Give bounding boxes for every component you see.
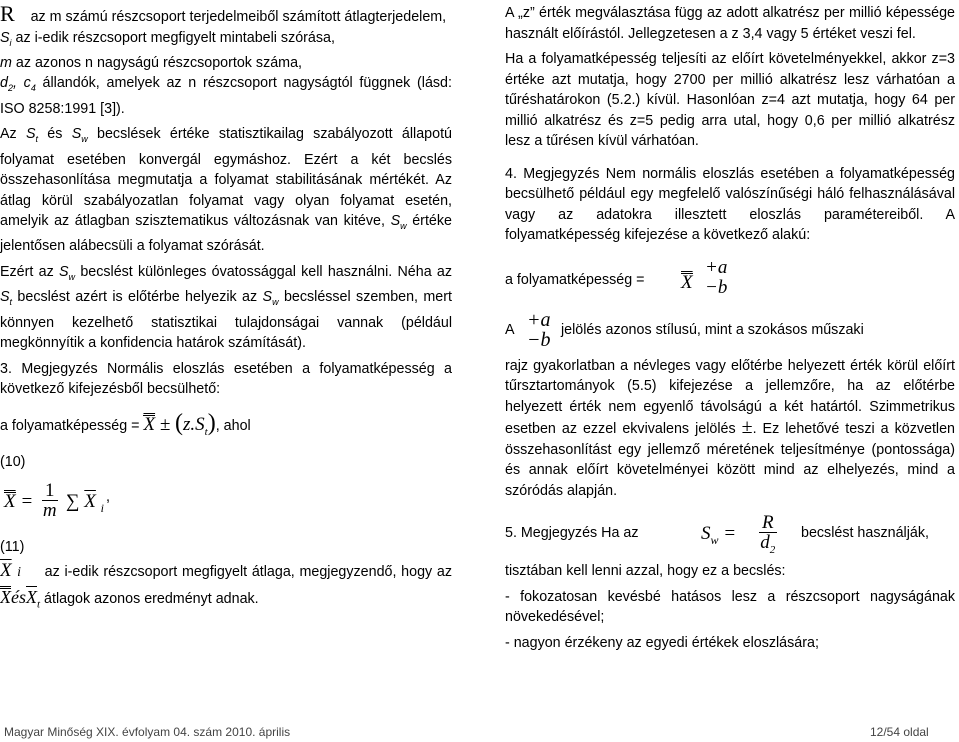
d-symbols: $d_2$, $c_4$	[0, 75, 36, 94]
eq-11: (11)	[0, 538, 25, 555]
formula-1	[0, 408, 452, 447]
sw-symbol-4: $S_w$	[262, 289, 279, 308]
a-notation-line	[505, 310, 955, 352]
sw-symbol-3: $S_w$	[59, 263, 76, 282]
plus-minus-symbol: ±	[741, 416, 753, 438]
formula-1-ahol: , ahol	[215, 417, 251, 434]
a-desc: rajz gyakorlatban a névleges vagy előtérbe helyezett érték körül előírt tűrsztartományok (5.5) kifejezése a jellemzőre, ha az előtérbe helyezett érték nem egyenlő távolságú a két határtól. Szimmetrikus esetben az ezzel ekvivalens jelölés ±. Ez lehetővé teszi a közvetlen összehasonlítást egy jellemző méretének teljesítménye (pontossága) és annak előírt követelményei között mind az elhelyezés, mind a szóródás alapján.	[505, 357, 955, 499]
z-paragraph-2: Ha a folyamatképesség teljesíti az előírt követelményekkel, akkor z=3 értéke azt mutatja, hogy 2700 per millió alkatrész lesz várhatóan a tűréshatárokon (5.2.) kívül. Hasonlóan z=4 azt mutatja, hogy 64 per millió alkatrész és z=5 pedig arra utal, hogy 0,6 per millió alkatrész lesz a tűrésen kívül várhatóan.	[505, 51, 955, 149]
d-definition	[0, 73, 452, 119]
formula-1-label: a folyamatképesség =	[0, 417, 140, 434]
para2b: becslést különleges óvatossággal kell használni. Néha az	[80, 263, 452, 280]
st-symbol: $S_t$	[25, 126, 39, 145]
footer-right: 12/54 oldal	[870, 725, 929, 739]
x-es-x: $\overline{X}és\overline{X}_t$	[0, 587, 41, 612]
eq-10: (10)	[0, 454, 26, 471]
left-column	[0, 0, 452, 617]
x-double-bar: $\overline{X}$ =	[4, 490, 34, 512]
para2c: becslést azért is előtérbe helyezik az	[17, 289, 258, 306]
r-over-d2: $\frac{R}{d_2}$	[760, 512, 776, 556]
sw-symbol-2: $S_w$	[390, 213, 407, 231]
bullet-2: - nagyon érzékeny az egyedi értékek eloszlására;	[505, 634, 819, 651]
s-desc: az i-edik részcsoport megfigyelt mintabeli szórása,	[15, 29, 335, 46]
note-5-line	[505, 511, 955, 555]
paragraph-estimates: Az $S_t$ és $S_w$ becslések értéke statisztikailag szabályozott állapotú folyamat esetében konvergál egymáshoz. Ezért a két becslés összehasonlítása megmutatja a folyamat stabilitásának mértékét. Az átlag körül szabályozatlan folyamat vagy olyan folyamat esetén, amelyik az átlagban szisztematikus változásnak van kitéve, $S_w$ értéke jelentősen alábecsüli a folyamat szórását.	[0, 126, 452, 255]
right-column	[505, 0, 955, 653]
a-prefix: A	[505, 321, 515, 338]
para1-text: becslések értéke statisztikailag szabályozott állapotú folyamat esetében konvergál egymáshoz. Ezért a két becslés összehasonlítása megmutatja a folyamat stabilitásának mértékét. Az átlag körül szabályozatlan folyamat vagy olyan folyamat esetén, amelyik az átlagban szisztematikus változásnak van kitéve,	[0, 126, 452, 230]
sw-symbol: $S_w$	[71, 126, 88, 145]
formula-2-x: $\overline{X}$	[681, 271, 693, 293]
fraction-1-over-m: $\frac{1}{m}$	[42, 479, 57, 521]
d-desc: állandók, amelyek az n részcsoport nagyságtól függnek (lásd: ISO 8258:1991 [3]).	[0, 75, 452, 117]
paragraph-caution	[0, 262, 452, 354]
xi-desc: az i-edik részcsoport megfigyelt átlaga, megjegyzendő, hogy az	[44, 564, 452, 581]
note-5a: 5. Megjegyzés Ha az	[505, 525, 639, 541]
m-definition	[0, 53, 452, 74]
comma: ,	[106, 488, 110, 505]
a-desc-start: jelölés azonos stílusú, mint a szokásos műszaki	[561, 321, 864, 338]
si-symbol: $S_i$	[0, 29, 12, 48]
formula-2-label: a folyamatképesség =	[505, 271, 645, 288]
formula-2	[505, 258, 955, 306]
bullet-1: - fokozatosan kevésbé hatásos lesz a részcsoport nagyságának növekedésével;	[505, 588, 955, 625]
formula-2-ab: +a −b	[705, 256, 728, 298]
para2a: Ezért az	[0, 263, 54, 280]
footer-left: Magyar Minőség XIX. évfolyam 04. szám 2010. április	[4, 725, 291, 739]
para2d: becsléssel szemben, mert könnyen kezelhető statisztikai tulajdonságai vannak (például megkönnyítik a konfidencia határok számítását).	[0, 289, 452, 352]
r-symbol: R	[0, 1, 15, 26]
xi-definition	[0, 559, 452, 617]
r-definition	[0, 1, 452, 28]
xi-desc-2: átlagok azonos eredményt adnak.	[44, 591, 259, 608]
note-5b-start: becslést használják,	[801, 525, 929, 541]
note-3: 3. Megjegyzés Normális eloszlás esetében a folyamatképesség a következő kifejezésből becsülhető:	[0, 360, 452, 398]
note-4: 4. Megjegyzés Nem normális eloszlás esetében a folyamatképesség becsülhető például egy megfelelő valószínűségi háló felhasználásával vagy az adatokra illesztett eloszlás paramétereiből. A folyamatképesség kifejezése a következő alakú:	[505, 165, 955, 243]
a-desc-2: . Ez lehetővé teszi a közvetlen összehasonlítást egy jellemző méretének teljesítménye (pontossága) és annak előírt követelményei között mind az elhelyezés, mind a szóródás alapján.	[505, 421, 955, 499]
z-paragraph: A „z” érték megválasztása függ az adott alkatrész per millió képessége használt előírástól. Jellegzetesen a z 3,4 vagy 5 értéket veszi fel.	[505, 5, 955, 42]
m-symbol: m	[0, 54, 12, 71]
ab-notation: +a −b	[527, 308, 551, 351]
st-symbol-2: $S_t$	[0, 289, 13, 308]
note-5b: tisztában kell lenni azzal, hogy ez a becslés:	[505, 563, 786, 579]
formula-mean	[0, 475, 452, 537]
r-desc: az m számú részcsoport terjedelmeiből számított átlagterjedelem,	[30, 9, 447, 25]
s-definition	[0, 28, 452, 53]
x-i-bar: $\overline{X}$ i	[0, 560, 21, 582]
sw-formula: $S_w$ =	[701, 523, 737, 547]
sum-x-i: ∑ $\overline{X}$ $_i$	[66, 490, 104, 515]
para1-end: értéke jelentősen alábecsüli a folyamat szórását.	[0, 213, 452, 255]
formula-1-expr: $\overline{X} \pm (z.S_t)$	[143, 409, 216, 438]
m-desc: az azonos n nagyságú részcsoportok száma,	[15, 54, 302, 71]
